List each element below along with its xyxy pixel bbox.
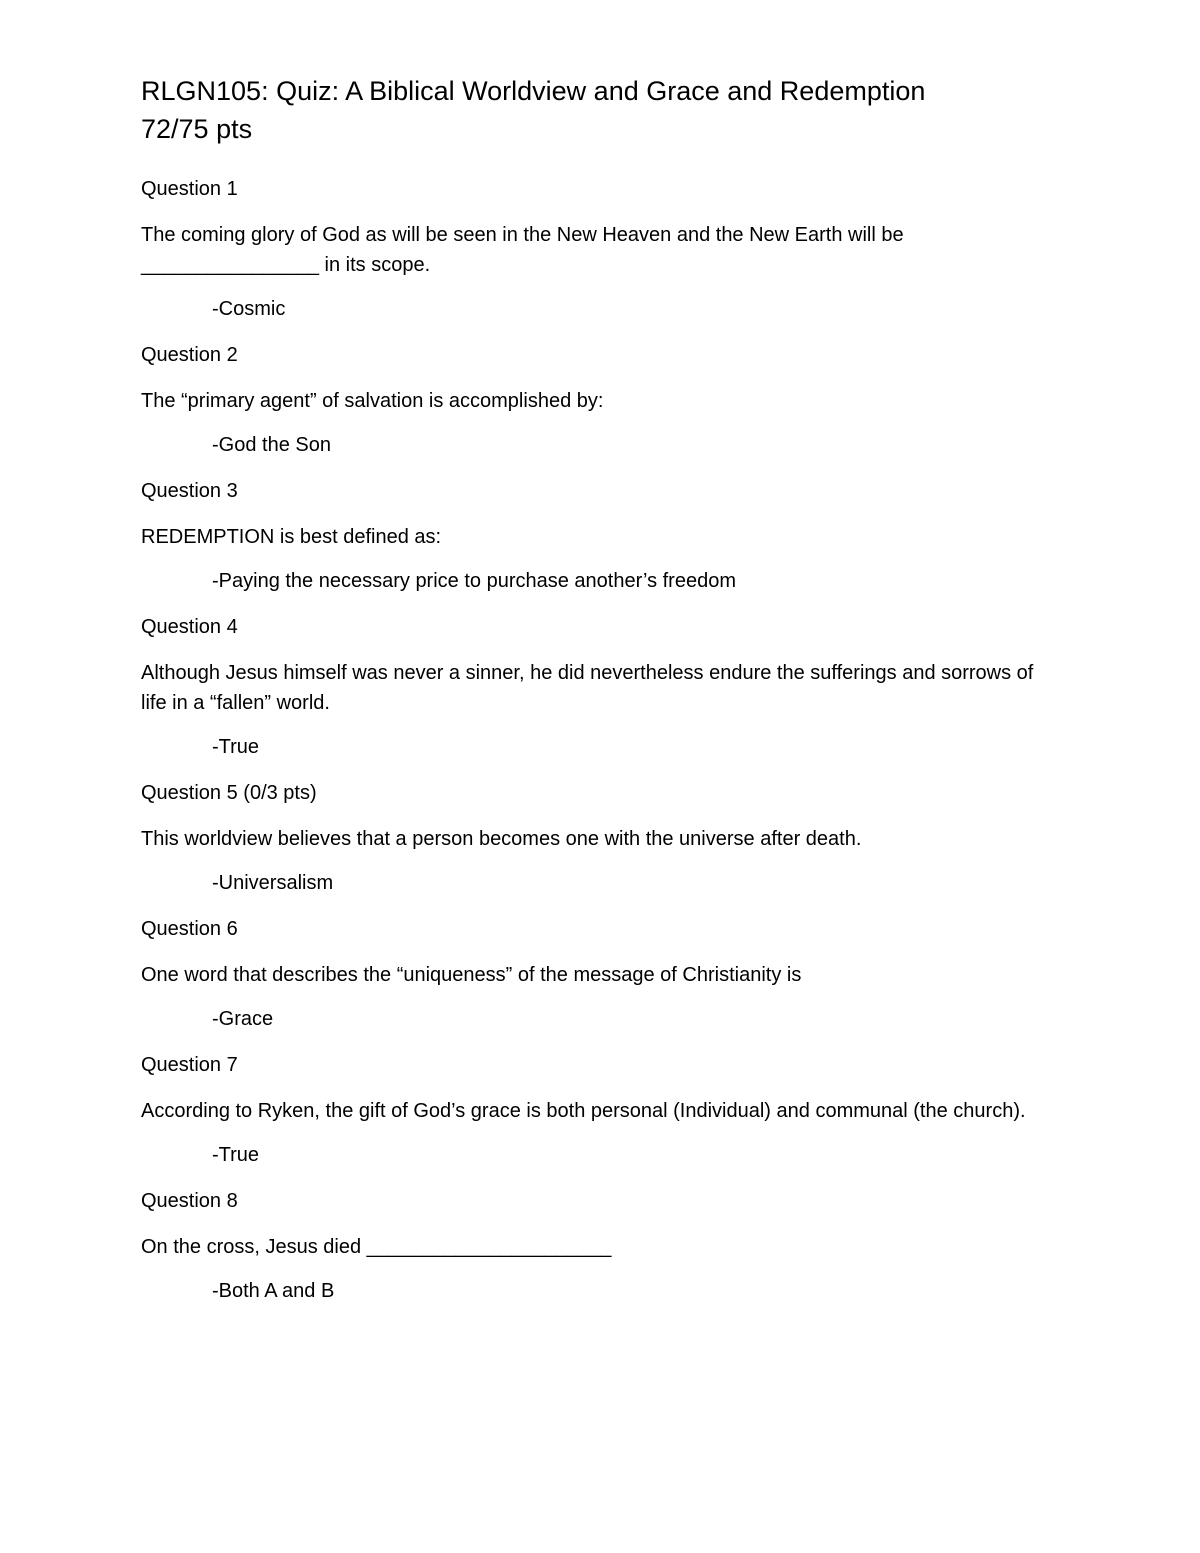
question-heading: Question 7 — [141, 1054, 238, 1076]
question-heading: Question 5 (0/3 pts) — [141, 782, 317, 804]
question-heading: Question 6 — [141, 918, 238, 940]
question-text: This worldview believes that a person becomes one with the universe after death. — [141, 828, 862, 850]
question-text: On the cross, Jesus died ______________________ — [141, 1236, 612, 1258]
question-answer: -Paying the necessary price to purchase another’s freedom — [212, 570, 736, 592]
question-text: One word that describes the “uniqueness” of the message of Christianity is — [141, 964, 802, 986]
question-3 — [141, 476, 1041, 596]
question-4 — [141, 612, 1041, 762]
question-heading: Question 2 — [141, 344, 238, 366]
question-text: The “primary agent” of salvation is accomplished by: — [141, 390, 604, 412]
question-1 — [141, 174, 1041, 324]
question-heading: Question 4 — [141, 616, 238, 638]
question-heading: Question 1 — [141, 178, 238, 200]
question-answer: -God the Son — [212, 434, 331, 456]
question-7 — [141, 1050, 1041, 1170]
question-5 — [141, 778, 1041, 898]
document-page — [141, 72, 1041, 1322]
question-heading: Question 3 — [141, 480, 238, 502]
document-title: RLGN105: Quiz: A Biblical Worldview and Grace and Redemption — [141, 76, 926, 106]
question-text: The coming glory of God as will be seen in the New Heaven and the New Earth will be ________________ in its scope. — [141, 224, 904, 276]
question-answer: -Both A and B — [212, 1280, 335, 1302]
question-answer: -True — [212, 1144, 260, 1166]
question-answer: -Cosmic — [212, 298, 286, 320]
question-heading: Question 8 — [141, 1190, 238, 1212]
question-text: According to Ryken, the gift of God’s grace is both personal (Individual) and communal (the church). — [141, 1100, 1026, 1122]
question-answer: -True — [212, 736, 260, 758]
question-text: REDEMPTION is best defined as: — [141, 526, 442, 548]
question-answer: -Grace — [212, 1008, 274, 1030]
question-text: Although Jesus himself was never a sinner, he did nevertheless endure the sufferings and sorrows of life in a “fallen” world. — [141, 662, 1034, 714]
question-answer: -Universalism — [212, 872, 334, 894]
document-score: 72/75 pts — [141, 114, 253, 144]
question-8 — [141, 1186, 1041, 1306]
question-2 — [141, 340, 1041, 460]
question-6 — [141, 914, 1041, 1034]
